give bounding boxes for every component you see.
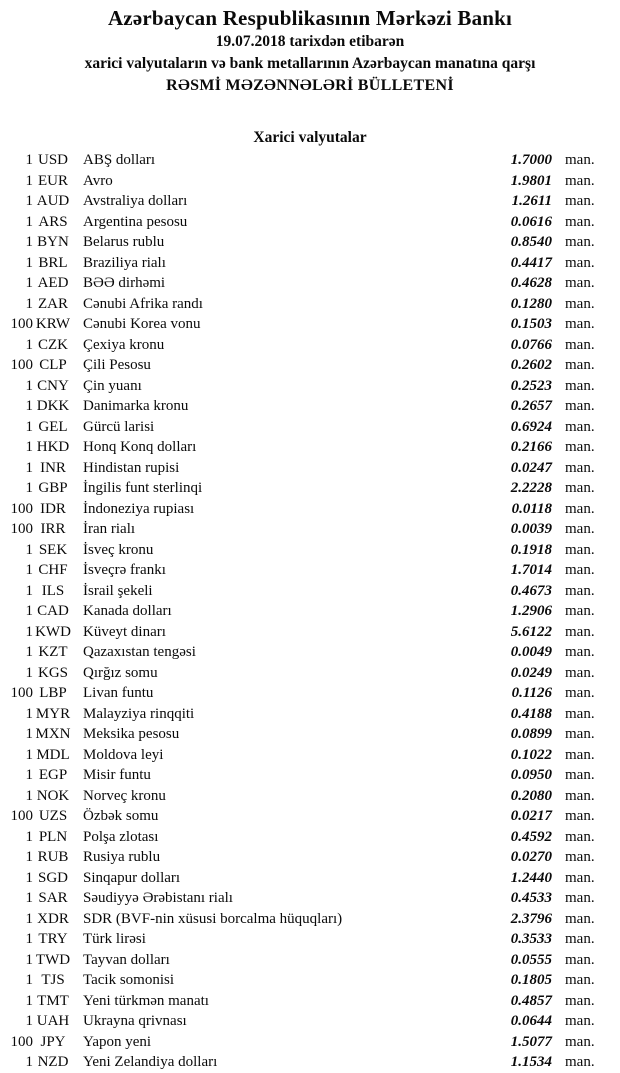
quantity-cell: 1: [25, 336, 33, 353]
table-row: [0, 1052, 620, 1073]
currency-name-cell: Livan funtu: [83, 685, 154, 701]
currency-name-cell: Küveyt dinarı: [83, 623, 166, 640]
table-row: [0, 499, 620, 520]
table-row: [0, 1011, 620, 1032]
header-subtitle: xarici valyutaların və bank metallarının Azərbaycan manatına qarşı: [84, 55, 536, 72]
currency-code-cell: TRY: [38, 931, 68, 947]
table-row: [0, 806, 620, 827]
currency-name-cell: BƏƏ dirhəmi: [83, 275, 166, 291]
currency-name-cell: İsrail şekeli: [83, 582, 153, 599]
currency-code-cell: KWD: [35, 623, 71, 640]
table-row: [0, 294, 620, 315]
currency-name-cell: Çexiya kronu: [83, 336, 165, 353]
rate-value-cell: 1.2440: [510, 869, 552, 886]
currency-code-cell: JPY: [40, 1033, 66, 1050]
quantity-cell: 100: [10, 808, 33, 824]
quantity-cell: 1: [25, 1013, 33, 1029]
currency-code-cell: RUB: [37, 849, 69, 865]
currency-code-cell: SGD: [37, 869, 68, 886]
quantity-cell: 1: [25, 787, 33, 804]
rate-value-cell: 0.1805: [510, 972, 552, 988]
table-row: [0, 724, 620, 745]
effective-date-line: 19.07.2018 tarixdən etibarən: [215, 33, 405, 50]
quantity-cell: 1: [25, 152, 33, 168]
currency-code-cell: KGS: [37, 664, 68, 681]
rate-value-cell: 0.0766: [510, 336, 552, 353]
currency-code-cell: USD: [37, 152, 68, 168]
unit-label-cell: man.: [565, 705, 595, 722]
quantity-cell: 100: [10, 316, 33, 332]
unit-label-cell: man.: [565, 787, 595, 804]
currency-name-cell: Belarus rublu: [83, 234, 165, 250]
quantity-cell: 1: [25, 849, 33, 865]
currency-code-cell: EGP: [38, 767, 68, 783]
quantity-cell: 1: [25, 459, 33, 476]
quantity-cell: 1: [25, 828, 33, 845]
currency-name-cell: Cənubi Korea vonu: [83, 316, 201, 332]
unit-label-cell: man.: [565, 1033, 595, 1050]
currency-code-cell: CHF: [38, 562, 68, 578]
currency-code-cell: AUD: [36, 193, 70, 209]
table-row: [0, 827, 620, 848]
table-row: [0, 745, 620, 766]
rate-value-cell: 1.2906: [510, 603, 552, 619]
quantity-cell: 100: [10, 521, 33, 537]
currency-code-cell: ZAR: [38, 295, 68, 312]
rate-value-cell: 0.2523: [510, 377, 552, 394]
unit-label-cell: man.: [565, 459, 595, 476]
exchange-rates-table: [0, 150, 620, 1073]
quantity-cell: 1: [25, 541, 33, 558]
rate-value-cell: 5.6122: [510, 623, 552, 640]
unit-label-cell: man.: [565, 849, 595, 865]
quantity-cell: 1: [25, 480, 33, 496]
rate-value-cell: 0.1918: [510, 541, 552, 558]
quantity-cell: 1: [25, 418, 33, 435]
bank-title: Azərbaycan Respublikasının Mərkəzi Bankı: [107, 6, 513, 30]
unit-label-cell: man.: [565, 890, 595, 906]
unit-label-cell: man.: [565, 685, 595, 701]
quantity-cell: 1: [25, 1054, 33, 1070]
rate-value-cell: 0.0049: [510, 644, 552, 660]
currency-name-cell: Səudiyyə Ərəbistanı rialı: [83, 890, 233, 906]
table-row: [0, 212, 620, 233]
currency-name-cell: Norveç kronu: [83, 787, 166, 804]
currency-code-cell: MXN: [35, 726, 71, 742]
unit-label-cell: man.: [565, 603, 595, 619]
currency-code-cell: KRW: [35, 316, 71, 332]
rate-value-cell: 0.0249: [510, 664, 552, 681]
table-row: [0, 847, 620, 868]
rate-value-cell: 0.4857: [510, 992, 552, 1009]
unit-label-cell: man.: [565, 726, 595, 742]
table-row: [0, 273, 620, 294]
currency-name-cell: Honq Konq dolları: [83, 439, 197, 455]
currency-name-cell: Yeni türkmən manatı: [83, 992, 209, 1009]
table-row: [0, 581, 620, 602]
table-row: [0, 868, 620, 889]
rate-value-cell: 0.2602: [510, 357, 552, 373]
unit-label-cell: man.: [565, 275, 595, 291]
currency-code-cell: NOK: [36, 787, 70, 804]
currency-code-cell: AED: [37, 275, 69, 291]
quantity-cell: 100: [10, 1033, 33, 1050]
unit-label-cell: man.: [565, 644, 595, 660]
table-row: [0, 150, 620, 171]
currency-name-cell: Argentina pesosu: [83, 213, 188, 230]
unit-label-cell: man.: [565, 316, 595, 332]
currency-name-cell: Çili Pesosu: [83, 357, 151, 373]
quantity-cell: 100: [10, 500, 33, 517]
currency-code-cell: GEL: [38, 418, 68, 435]
table-row: [0, 909, 620, 930]
unit-label-cell: man.: [565, 951, 595, 968]
currency-name-cell: İsveç kronu: [83, 541, 154, 558]
rate-value-cell: 0.2166: [510, 439, 552, 455]
rate-value-cell: 1.1534: [510, 1054, 552, 1070]
table-row: [0, 396, 620, 417]
table-row: [0, 355, 620, 376]
currency-code-cell: IDR: [40, 500, 66, 517]
table-row: [0, 642, 620, 663]
rate-value-cell: 0.0644: [510, 1013, 552, 1029]
currency-code-cell: SAR: [38, 890, 68, 906]
currency-code-cell: UAH: [36, 1013, 70, 1029]
rate-value-cell: 0.4417: [510, 254, 552, 271]
table-row: [0, 929, 620, 950]
table-row: [0, 171, 620, 192]
rate-value-cell: 2.3796: [510, 910, 552, 927]
bulletin-title: RƏSMİ MƏZƏNNƏLƏRİ BÜLLETENİ: [166, 77, 454, 94]
rate-value-cell: 0.0899: [510, 726, 552, 742]
rate-value-cell: 0.0555: [510, 951, 552, 968]
rate-value-cell: 0.2657: [510, 398, 552, 414]
rate-value-cell: 0.6924: [510, 418, 552, 435]
currency-name-cell: Gürcü larisi: [83, 418, 155, 435]
table-row: [0, 991, 620, 1012]
currency-code-cell: CNY: [37, 377, 69, 394]
unit-label-cell: man.: [565, 869, 595, 886]
quantity-cell: 1: [25, 664, 33, 681]
rate-value-cell: 0.1503: [510, 316, 552, 332]
unit-label-cell: man.: [565, 439, 595, 455]
table-row: [0, 540, 620, 561]
unit-label-cell: man.: [565, 623, 595, 640]
table-row: [0, 437, 620, 458]
unit-label-cell: man.: [565, 582, 595, 599]
quantity-cell: 1: [25, 767, 33, 783]
table-row: [0, 376, 620, 397]
rate-value-cell: 1.7000: [510, 152, 552, 168]
table-row: [0, 191, 620, 212]
currency-code-cell: HKD: [36, 439, 70, 455]
currency-code-cell: ILS: [41, 582, 65, 599]
unit-label-cell: man.: [565, 664, 595, 681]
quantity-cell: 1: [25, 890, 33, 906]
quantity-cell: 1: [25, 910, 33, 927]
currency-name-cell: Polşa zlotası: [83, 828, 159, 845]
currency-code-cell: SEK: [38, 541, 68, 558]
table-row: [0, 950, 620, 971]
quantity-cell: 1: [25, 582, 33, 599]
quantity-cell: 1: [25, 869, 33, 886]
rate-value-cell: 1.9801: [510, 172, 552, 189]
rate-value-cell: 0.2080: [510, 787, 552, 804]
quantity-cell: 100: [10, 357, 33, 373]
rate-value-cell: 0.0118: [511, 500, 552, 517]
rate-value-cell: 1.2611: [511, 193, 552, 209]
quantity-cell: 1: [25, 172, 33, 189]
currency-name-cell: Tacik somonisi: [83, 972, 175, 988]
table-row: [0, 253, 620, 274]
currency-code-cell: TJS: [41, 972, 65, 988]
rate-value-cell: 0.0270: [510, 849, 552, 865]
quantity-cell: 100: [10, 685, 33, 701]
currency-name-cell: SDR (BVF-nin xüsusi borcalma hüquqları): [83, 910, 343, 927]
rate-value-cell: 0.1126: [511, 685, 552, 701]
currency-name-cell: İsveçrə frankı: [83, 562, 166, 578]
rate-value-cell: 1.7014: [510, 562, 552, 578]
currency-code-cell: LBP: [39, 685, 67, 701]
unit-label-cell: man.: [565, 480, 595, 496]
rate-value-cell: 0.4592: [510, 828, 552, 845]
quantity-cell: 1: [25, 644, 33, 660]
rate-value-cell: 0.0950: [510, 767, 552, 783]
quantity-cell: 1: [25, 377, 33, 394]
table-row: [0, 683, 620, 704]
rate-value-cell: 0.1280: [510, 295, 552, 312]
table-row: [0, 663, 620, 684]
rate-value-cell: 1.5077: [510, 1033, 552, 1050]
unit-label-cell: man.: [565, 500, 595, 517]
currency-code-cell: MYR: [35, 705, 71, 722]
quantity-cell: 1: [25, 193, 33, 209]
currency-name-cell: Meksika pesosu: [83, 726, 180, 742]
table-row: [0, 888, 620, 909]
currency-code-cell: BYN: [37, 234, 69, 250]
unit-label-cell: man.: [565, 295, 595, 312]
table-row: [0, 704, 620, 725]
unit-label-cell: man.: [565, 521, 595, 537]
currency-code-cell: DKK: [36, 398, 70, 414]
currency-code-cell: CZK: [38, 336, 68, 353]
rate-value-cell: 2.2228: [510, 480, 552, 496]
currency-code-cell: EUR: [38, 172, 68, 189]
unit-label-cell: man.: [565, 398, 595, 414]
rate-value-cell: 0.0217: [510, 808, 552, 824]
unit-label-cell: man.: [565, 541, 595, 558]
unit-label-cell: man.: [565, 910, 595, 927]
unit-label-cell: man.: [565, 1013, 595, 1029]
currency-code-cell: TMT: [37, 992, 69, 1009]
table-row: [0, 560, 620, 581]
unit-label-cell: man.: [565, 828, 595, 845]
quantity-cell: 1: [25, 603, 33, 619]
unit-label-cell: man.: [565, 172, 595, 189]
quantity-cell: 1: [25, 213, 33, 230]
section-title-foreign-currencies: Xarici valyutalar: [253, 129, 367, 146]
currency-code-cell: KZT: [38, 644, 68, 660]
unit-label-cell: man.: [565, 152, 595, 168]
table-row: [0, 601, 620, 622]
currency-name-cell: Moldova leyi: [83, 746, 164, 763]
currency-name-cell: Qazaxıstan tengəsi: [83, 644, 196, 660]
currency-name-cell: Türk lirəsi: [83, 931, 146, 947]
quantity-cell: 1: [25, 705, 33, 722]
currency-code-cell: INR: [40, 459, 66, 476]
quantity-cell: 1: [25, 726, 33, 742]
currency-code-cell: CLP: [39, 357, 67, 373]
unit-label-cell: man.: [565, 193, 595, 209]
unit-label-cell: man.: [565, 767, 595, 783]
table-row: [0, 417, 620, 438]
quantity-cell: 1: [25, 951, 33, 968]
quantity-cell: 1: [25, 275, 33, 291]
currency-name-cell: Ukrayna qrivnası: [83, 1013, 187, 1029]
currency-name-cell: ABŞ dolları: [83, 152, 156, 168]
table-row: [0, 335, 620, 356]
quantity-cell: 1: [25, 746, 33, 763]
currency-name-cell: Avro: [83, 172, 113, 189]
unit-label-cell: man.: [565, 562, 595, 578]
table-row: [0, 232, 620, 253]
unit-label-cell: man.: [565, 336, 595, 353]
unit-label-cell: man.: [565, 213, 595, 230]
currency-code-cell: NZD: [37, 1054, 69, 1070]
table-row: [0, 314, 620, 335]
quantity-cell: 1: [25, 234, 33, 250]
quantity-cell: 1: [25, 254, 33, 271]
currency-code-cell: MDL: [36, 746, 70, 763]
currency-name-cell: Avstraliya dolları: [83, 193, 188, 209]
unit-label-cell: man.: [565, 746, 595, 763]
unit-label-cell: man.: [565, 931, 595, 947]
table-row: [0, 519, 620, 540]
unit-label-cell: man.: [565, 418, 595, 435]
table-row: [0, 765, 620, 786]
quantity-cell: 1: [25, 562, 33, 578]
currency-name-cell: Özbək somu: [83, 808, 159, 824]
currency-name-cell: Yapon yeni: [83, 1033, 152, 1050]
currency-name-cell: İngilis funt sterlinqi: [83, 480, 203, 496]
table-row: [0, 786, 620, 807]
unit-label-cell: man.: [565, 234, 595, 250]
table-row: [0, 622, 620, 643]
bulletin-header: [0, 0, 620, 97]
currency-name-cell: Kanada dolları: [83, 603, 172, 619]
currency-code-cell: ARS: [38, 213, 68, 230]
rate-value-cell: 0.0247: [510, 459, 552, 476]
currency-name-cell: İran rialı: [83, 521, 136, 537]
rate-value-cell: 0.0039: [510, 521, 552, 537]
currency-name-cell: Misir funtu: [83, 767, 151, 783]
quantity-cell: 1: [25, 295, 33, 312]
quantity-cell: 1: [25, 439, 33, 455]
rate-value-cell: 0.0616: [510, 213, 552, 230]
currency-code-cell: IRR: [40, 521, 66, 537]
unit-label-cell: man.: [565, 992, 595, 1009]
currency-code-cell: PLN: [38, 828, 68, 845]
currency-code-cell: CAD: [37, 603, 69, 619]
currency-name-cell: Malayziya rinqqiti: [83, 705, 195, 722]
unit-label-cell: man.: [565, 808, 595, 824]
currency-name-cell: Yeni Zelandiya dolları: [83, 1054, 218, 1070]
quantity-cell: 1: [25, 623, 33, 640]
rate-value-cell: 0.4673: [510, 582, 552, 599]
currency-name-cell: Qırğız somu: [83, 664, 158, 681]
currency-code-cell: XDR: [37, 910, 69, 927]
rate-value-cell: 0.4628: [510, 275, 552, 291]
currency-name-cell: Hindistan rupisi: [83, 459, 180, 476]
currency-name-cell: Braziliya rialı: [83, 254, 166, 271]
currency-name-cell: Tayvan dolları: [83, 951, 170, 968]
unit-label-cell: man.: [565, 972, 595, 988]
currency-name-cell: Danimarka kronu: [83, 398, 189, 414]
unit-label-cell: man.: [565, 254, 595, 271]
currency-code-cell: UZS: [38, 808, 68, 824]
currency-code-cell: TWD: [35, 951, 71, 968]
quantity-cell: 1: [25, 398, 33, 414]
unit-label-cell: man.: [565, 1054, 595, 1070]
rate-value-cell: 0.8540: [510, 234, 552, 250]
currency-name-cell: Çin yuanı: [83, 377, 142, 394]
currency-code-cell: BRL: [38, 254, 68, 271]
currency-name-cell: İndoneziya rupiası: [83, 500, 195, 517]
table-row: [0, 478, 620, 499]
table-row: [0, 970, 620, 991]
unit-label-cell: man.: [565, 357, 595, 373]
quantity-cell: 1: [25, 931, 33, 947]
table-row: [0, 458, 620, 479]
unit-label-cell: man.: [565, 377, 595, 394]
rate-value-cell: 0.4533: [510, 890, 552, 906]
currency-name-cell: Sinqapur dolları: [83, 869, 181, 886]
rate-value-cell: 0.3533: [510, 931, 552, 947]
table-row: [0, 1032, 620, 1053]
currency-name-cell: Cənubi Afrika randı: [83, 295, 203, 312]
quantity-cell: 1: [25, 972, 33, 988]
currency-code-cell: GBP: [38, 480, 68, 496]
rate-value-cell: 0.4188: [510, 705, 552, 722]
currency-name-cell: Rusiya rublu: [83, 849, 161, 865]
quantity-cell: 1: [25, 992, 33, 1009]
rate-value-cell: 0.1022: [510, 746, 552, 763]
